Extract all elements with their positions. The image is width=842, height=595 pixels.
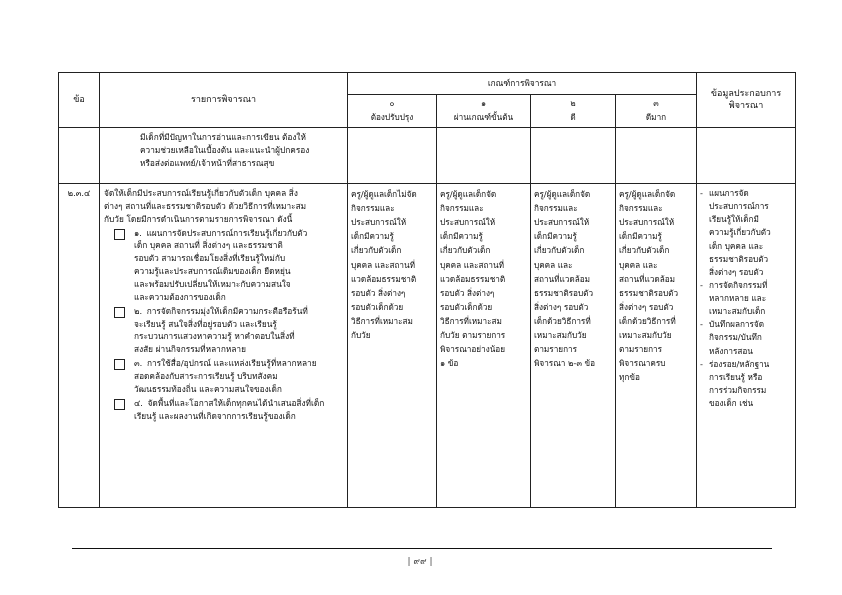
info-item-3: - บันทึกผลการจัด กิจกรรม/บันทึก หลังการสอน [700,319,765,356]
checklist-item-2: ๒. การจัดกิจกรรมมุ่งให้เด็กมีความกระตือรือร้นที่ จะเรียนรู้ สนใจสิ่งที่อยู่รอบตัว และเรียนรู้ กระบวนการแสวงหาความรู้ หาคำตอบในสิ่งที่ สงสัย ผ่านกิจกรรมที่หลากหลาย [104,305,343,356]
header-level-2: ๒ ดี [531,95,616,128]
info-item-1: - แผนการจัด ประสบการณ์การ เรียนรู้ให้เด็กมี ความรู้เกี่ยวกับตัว เด็ก บุคคล และ ธรรมชาติรอบตัว สิ่งต่างๆ รอบตัว [700,188,771,277]
item-number: ๒.๓.๔ [59,184,100,508]
continuation-item-cell [100,128,348,184]
level-2-description: ครู/ผู้ดูแลเด็กจัด กิจกรรมและ ประสบการณ์ให้ เด็กมีความรู้ เกี่ยวกับตัวเด็ก บุคคล และ สถานที่แวดล้อม ธรรมชาติรอบตัว สิ่งต่างๆ รอบตัว เด็กด้วยวิธีการที่ เหมาะสมกับวัย ตามรายการ พิจารณา ๒-๓ ข้อ [531,184,616,508]
level-1-description: ครู/ผู้ดูแลเด็กจัด กิจกรรมและ ประสบการณ์ให้ เด็กมีความรู้ เกี่ยวกับตัวเด็ก บุคคล และสถานที่ แวดล้อมธรรมชาติ รอบตัว สิ่งต่างๆ รอบตัวเด็กด้วย วิธีการที่เหมาะสม กับวัย ตามรายการ พิจารณาอย่างน้อย ๑ ข้อ [437,184,531,508]
checkbox-4[interactable] [114,399,125,410]
continuation-line: หรือส่งต่อแพทย์/เจ้าหน้าที่สาธารณสุข [140,157,275,168]
header-level-3: ๓ ดีมาก [616,95,697,128]
page-number: | ๙๙ | [407,557,433,567]
item-intro: จัดให้เด็กมีประสบการณ์เรียนรู้เกี่ยวกับตัวเด็ก บุคคล สิ่ง ต่างๆ สถานที่และธรรมชาติรอบตัว ด้วยวิธีการที่เหมาะสม กับวัย โดยมีการดำเนินการตามรายการพิจารณา ดังนี้ [104,188,307,224]
info-item-4: - ร่องรอย/หลักฐาน การเรียนรู้ หรือ การร่วมกิจกรรม ของเด็ก เช่น [700,358,770,408]
header-item: รายการพิจารณา [100,73,348,128]
checkbox-3[interactable] [114,359,125,370]
item-description-cell [100,184,348,508]
level-3-description: ครู/ผู้ดูแลเด็กจัด กิจกรรมและ ประสบการณ์ให้ เด็กมีความรู้ เกี่ยวกับตัวเด็ก บุคคล และ สถานที่แวดล้อม ธรรมชาติรอบตัว สิ่งต่างๆ รอบตัว เด็กด้วยวิธีการที่ เหมาะสมกับวัย ตามรายการ พิจารณาครบ ทุกข้อ [616,184,697,508]
header-level-0: ๐ ต้องปรับปรุง [348,95,437,128]
header-criteria: เกณฑ์การพิจารณา [348,73,697,95]
continuation-line: ความช่วยเหลือในเบื้องต้น และแนะนำผู้ปกครอง [140,144,310,155]
checkbox-2[interactable] [114,307,125,318]
info-item-2: - การจัดกิจกรรมที่ หลากหลาย และ เหมาะสมกับเด็ก [700,279,768,317]
checklist-item-3: ๓. การใช้สื่อ/อุปกรณ์ และแหล่งเรียนรู้ที่หลากหลาย สอดคล้องกับสาระการเรียนรู้ บริบทสังคม วัฒนธรรมท้องถิ่น และความสนใจของเด็ก [104,357,343,396]
continuation-line: มีเด็กที่มีปัญหาในการอ่านและการเขียน ต้องให้ [140,132,306,142]
checkbox-1[interactable] [114,229,125,240]
header-supporting-info: ข้อมูลประกอบการพิจารณา [697,73,796,128]
continuation-number-cell [59,128,100,184]
header-number: ข้อ [59,73,100,128]
assessment-table [58,72,796,508]
checklist-item-4: ๔. จัดพื้นที่และโอกาสให้เด็กทุกคนได้นำเสนอสิ่งที่เด็ก เรียนรู้ และผลงานที่เกิดจากการเรียนรู้ของเด็ก [104,397,343,423]
supporting-info-cell [697,184,796,508]
header-level-1: ๑ ผ่านเกณฑ์ขั้นต้น [437,95,531,128]
level-0-description: ครู/ผู้ดูแลเด็กไม่จัด กิจกรรมและ ประสบการณ์ให้ เด็กมีความรู้ เกี่ยวกับตัวเด็ก บุคคล และสถานที่ แวดล้อมธรรมชาติ รอบตัว สิ่งต่างๆ รอบตัวเด็กด้วย วิธีการที่เหมาะสม กับวัย [348,184,437,508]
footer-rule [72,548,772,549]
checklist-item-1: ๑. แผนการจัดประสบการณ์การเรียนรู้เกี่ยวกับตัว เด็ก บุคคล สถานที่ สิ่งต่างๆ และธรรมชาติ รอบตัว สามารถเชื่อมโยงสิ่งที่เรียนรู้ใหม่กับ ความรู้และประสบการณ์เดิมของเด็ก ยืดหยุ่น และพร้อมปรับเปลี่ยนให้เหมาะกับความสนใจ และความต้องการของเด็ก [104,227,343,304]
